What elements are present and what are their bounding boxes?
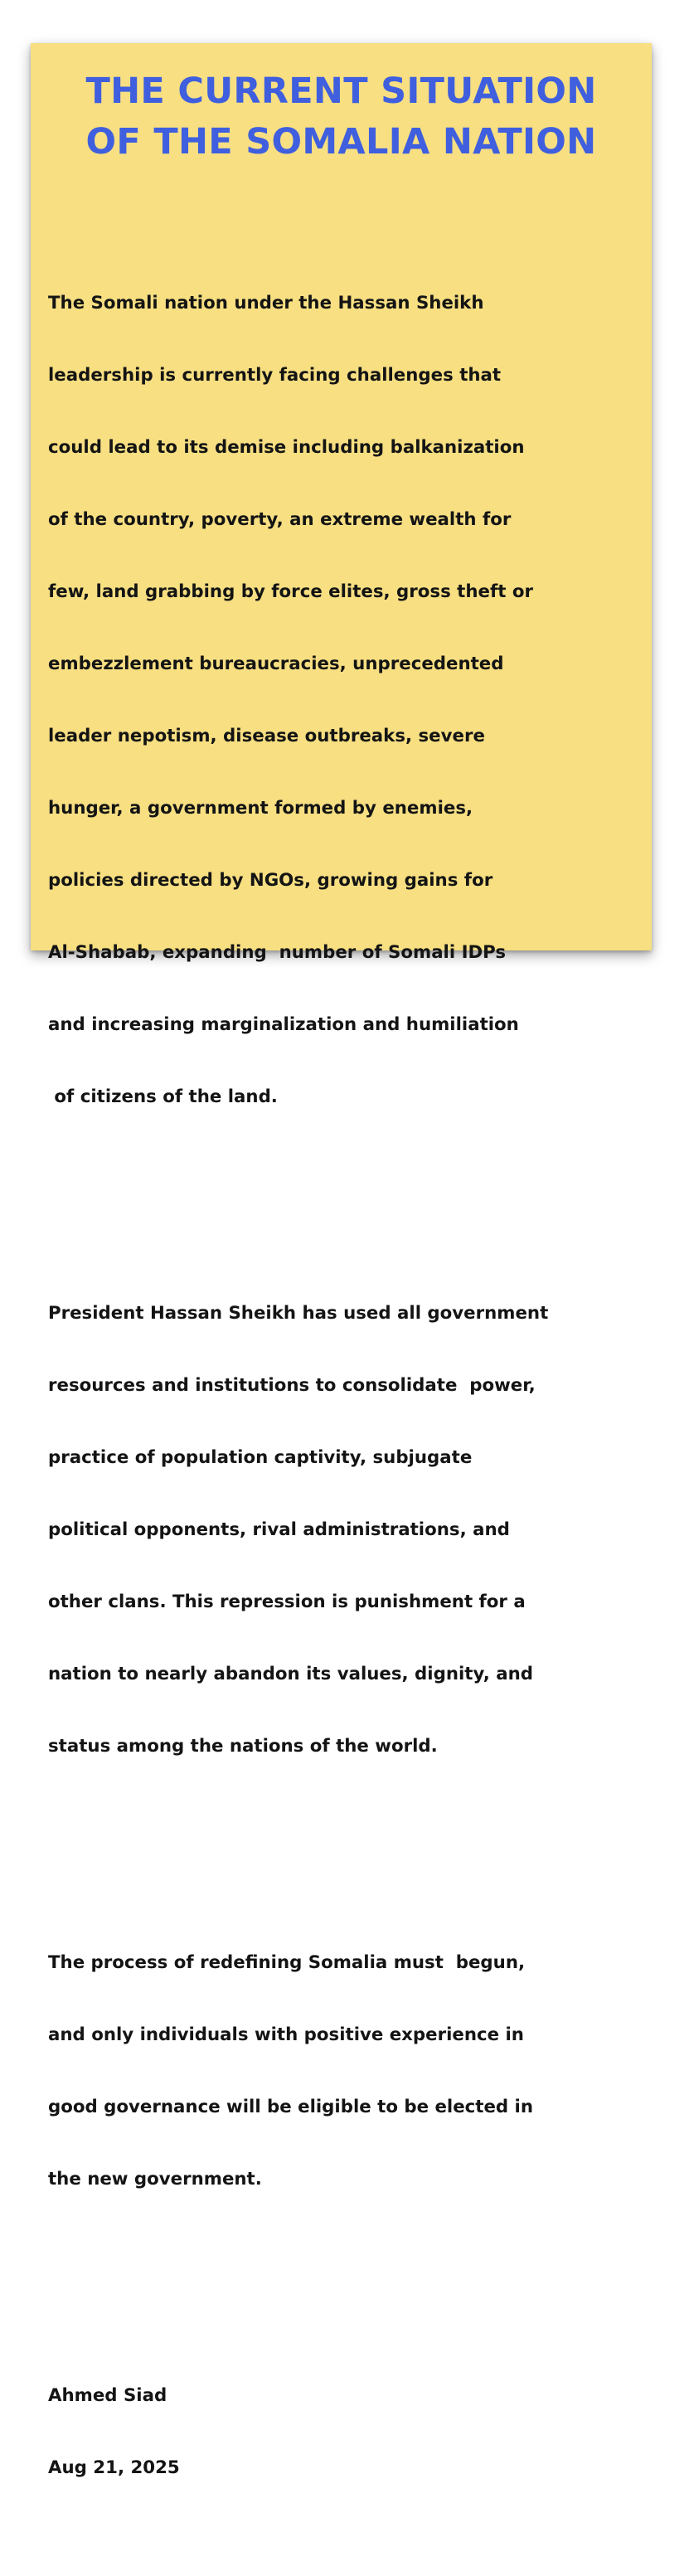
text-line: leadership is currently facing challenges that <box>48 365 502 386</box>
title-line-1: THE CURRENT SITUATION <box>85 70 597 112</box>
text-line: policies directed by NGOs, growing gains for <box>48 870 493 891</box>
text-line: of the country, poverty, an extreme wealth for <box>48 509 512 530</box>
text-line: other clans. This repression is punishment for a <box>48 1592 526 1612</box>
text-line: leader nepotism, disease outbreaks, severe <box>48 726 485 746</box>
title-line-2: OF THE SOMALIA NATION <box>85 121 597 163</box>
text-line: and only individuals with positive experience in <box>48 2024 524 2045</box>
signature-author: Ahmed Siad <box>48 2385 167 2406</box>
document-body <box>48 195 648 2576</box>
signature-date: Aug 21, 2025 <box>48 2457 180 2478</box>
text-line: good governance will be eligible to be elected in <box>48 2097 534 2117</box>
document-page <box>31 43 652 2478</box>
text-line: and increasing marginalization and humiliation <box>48 1014 519 1035</box>
paragraph-2 <box>48 1253 648 1806</box>
text-line: practice of population captivity, subjugate <box>48 1447 473 1468</box>
text-line: of citizens of the land. <box>48 1086 278 1107</box>
paragraph-3 <box>48 1903 648 2239</box>
text-line: political opponents, rival administrations, and <box>48 1519 510 1540</box>
text-line: few, land grabbing by force elites, gross theft or <box>48 581 533 602</box>
text-line: hunger, a government formed by enemies, <box>48 798 473 819</box>
text-line: could lead to its demise including balkanization <box>48 437 525 458</box>
text-line: nation to nearly abandon its values, dignity, and <box>48 1664 533 1684</box>
text-line: Al-Shabab, expanding number of Somali IDPs <box>48 942 507 963</box>
text-line: President Hassan Sheikh has used all government <box>48 1303 549 1324</box>
signature-block <box>48 2335 648 2528</box>
text-line: embezzlement bureaucracies, unprecedented <box>48 654 504 674</box>
text-line: The process of redefining Somalia must begun, <box>48 1952 526 1973</box>
text-line: The Somali nation under the Hassan Sheikh <box>48 293 484 313</box>
paragraph-1 <box>48 243 648 1157</box>
text-line: status among the nations of the world. <box>48 1736 438 1757</box>
page-title <box>31 66 652 168</box>
text-line: the new government. <box>48 2169 262 2190</box>
text-line: resources and institutions to consolidate power, <box>48 1375 536 1396</box>
